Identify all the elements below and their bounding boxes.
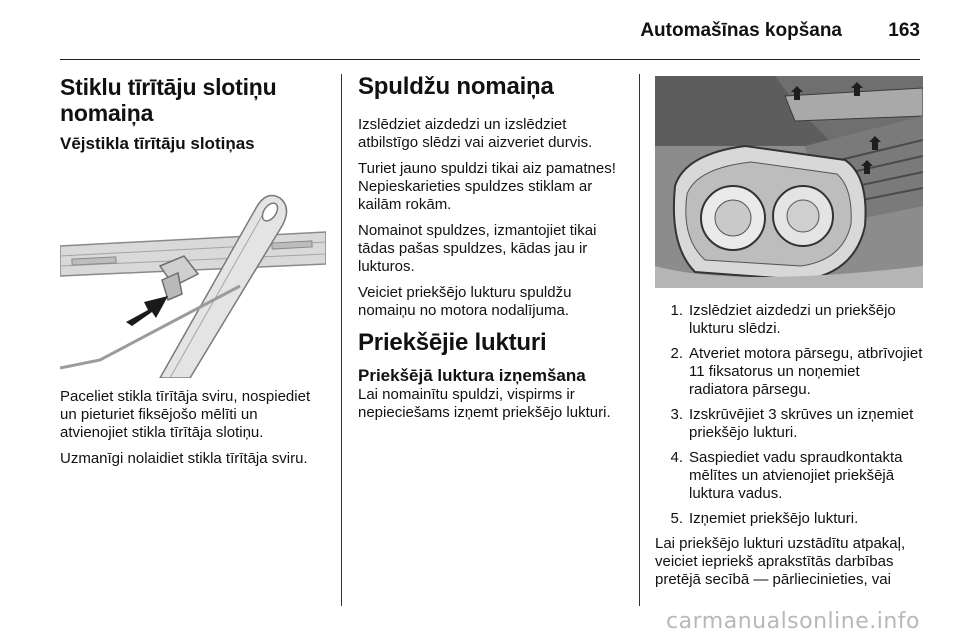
headlights-section-title: Priekšējie lukturi xyxy=(358,329,547,356)
removal-steps-list xyxy=(655,302,923,528)
list-item: 2. Atveriet motora pārsegu, atbrīvojiet 11 fiksatorus un noņemiet radiatora pārsegu. xyxy=(670,345,923,398)
list-item: 4. Saspiediet vadu spraudkontakta mēlītes un atvienojiet priekšējā luktura vadus. xyxy=(670,449,903,502)
bulb-paragraph-2: Turiet jauno spuldzi tikai aiz pamatnes! Nepieskarieties spuldzes stiklam ar kailām rokām. xyxy=(358,160,616,213)
bulb-section-title: Spuldžu nomaiņa xyxy=(358,73,554,100)
wiper-section-title: Stiklu tīrītāju slotiņu nomaiņa xyxy=(60,74,277,126)
column-removal-steps xyxy=(655,74,923,597)
wiper-instructions-2: Uzmanīgi nolaidiet stikla tīrītāja sviru. xyxy=(60,450,308,467)
reinstall-paragraph: Lai priekšējo lukturi uzstādītu atpakaļ, veiciet iepriekš aprakstītās darbības pretējā secībā — pārliecinieties, vai xyxy=(655,535,906,588)
bulb-paragraph-1: Izslēdziet aizdedzi un izslēdziet atbilstīgo slēdzi vai aizveriet durvis. xyxy=(358,116,593,151)
list-item: 3. Izskrūvējiet 3 skrūves un izņemiet priekšējo lukturi. xyxy=(670,406,914,441)
wiper-illustration xyxy=(60,168,326,378)
page-number: 163 xyxy=(888,20,920,41)
headlight-removal-paragraph: Lai nomainītu spuldzi, vispirms ir nepieciešams izņemt priekšējo lukturi. xyxy=(358,386,611,421)
headlight-photo xyxy=(655,76,923,288)
column-bulb-replacement xyxy=(358,74,624,430)
page-header xyxy=(0,0,960,56)
wiper-instructions-1: Paceliet stikla tīrītāja sviru, nospiediet un pieturiet fiksējošo mēlīti un atvienojiet stikla tīrītāja slotiņu. xyxy=(60,388,311,441)
header-rule xyxy=(60,59,920,60)
running-header-title: Automašīnas kopšana xyxy=(640,20,842,41)
list-item: 1. Izslēdziet aizdedzi un priekšējo lukturu slēdzi. xyxy=(670,302,896,337)
column-wiper-blades xyxy=(60,74,326,476)
list-item: 5. Izņemiet priekšējo lukturi. xyxy=(670,510,859,527)
column-divider-1 xyxy=(341,74,342,606)
bulb-paragraph-4: Veiciet priekšējo lukturu spuldžu nomaiņu no motora nodalījuma. xyxy=(358,284,572,319)
column-divider-2 xyxy=(639,74,640,606)
bulb-paragraph-3: Nomainot spuldzes, izmantojiet tikai tādas pašas spuldzes, kādas jau ir lukturos. xyxy=(358,222,597,275)
headlight-removal-subtitle: Priekšējā luktura izņemšana xyxy=(358,366,586,385)
watermark: carmanualsonline.info xyxy=(666,609,920,634)
windscreen-wiper-subtitle: Vējstikla tīrītāju slotiņas xyxy=(60,134,255,153)
